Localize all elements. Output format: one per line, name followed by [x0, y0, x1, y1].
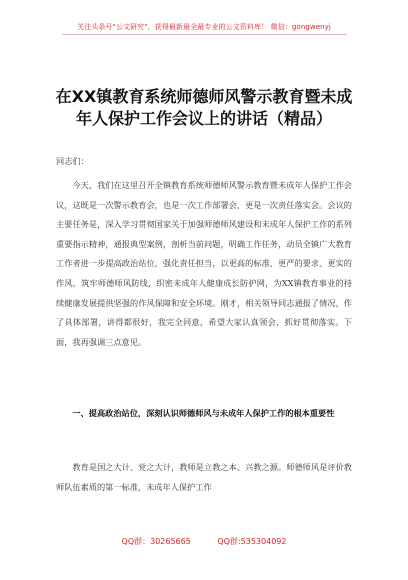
header-divider — [62, 34, 347, 35]
paragraph-2: 教育是国之大计、党之大计，教师是立教之本、兴教之源。师德师风是评价教师队伍素质的第一标准，未成年人保护工作 — [56, 462, 352, 492]
footer-qq-group-1: QQ群：30265665 — [121, 537, 191, 546]
greeting: 同志们： — [56, 156, 89, 166]
footer — [0, 536, 408, 547]
header-banner: 关注头条号"公文研究"，获得最新最全最专业的公文资料库！ 微信：gongwenyj — [77, 23, 331, 31]
footer-qq-group-2: QQ群:535304092 — [217, 537, 287, 546]
section-heading-1: 一、提高政治站位，深刻认识师德师风与未成年人保护工作的根本重要性 — [72, 408, 335, 418]
document-title: 在XX镇教育系统师德师风警示教育暨未成年人保护工作会议上的讲话（精品） — [55, 87, 353, 128]
paragraph-1: 今天，我们在这里召开全镇教育系统师德师风警示教育暨未成年人保护工作会议，这既是一次警示教育会，也是一次工作部署会，更是一次责任落实会。会议的主要任务是，深入学习贯彻国家关于加强师德师风建设和未成年人保护工作的系列重要指示精神，通报典型案例，剖析当前问题，明确工作任务，动员全镇广大教育工作者进一步提高政治站位，强化责任担当，以更高的标准、更严的要求、更实的作风，筑牢师德师风防线，织密未成年人健康成长防护网，为XX镇教育事业的持续健康发展提供坚强的作风保障和安全环境。刚才，相关领导同志通报了情况，作了具体部署，讲得都很好，我完全同意，希望大家认真领会，抓好贯彻落实。下面，我再强调三点意见。 — [56, 180, 352, 347]
